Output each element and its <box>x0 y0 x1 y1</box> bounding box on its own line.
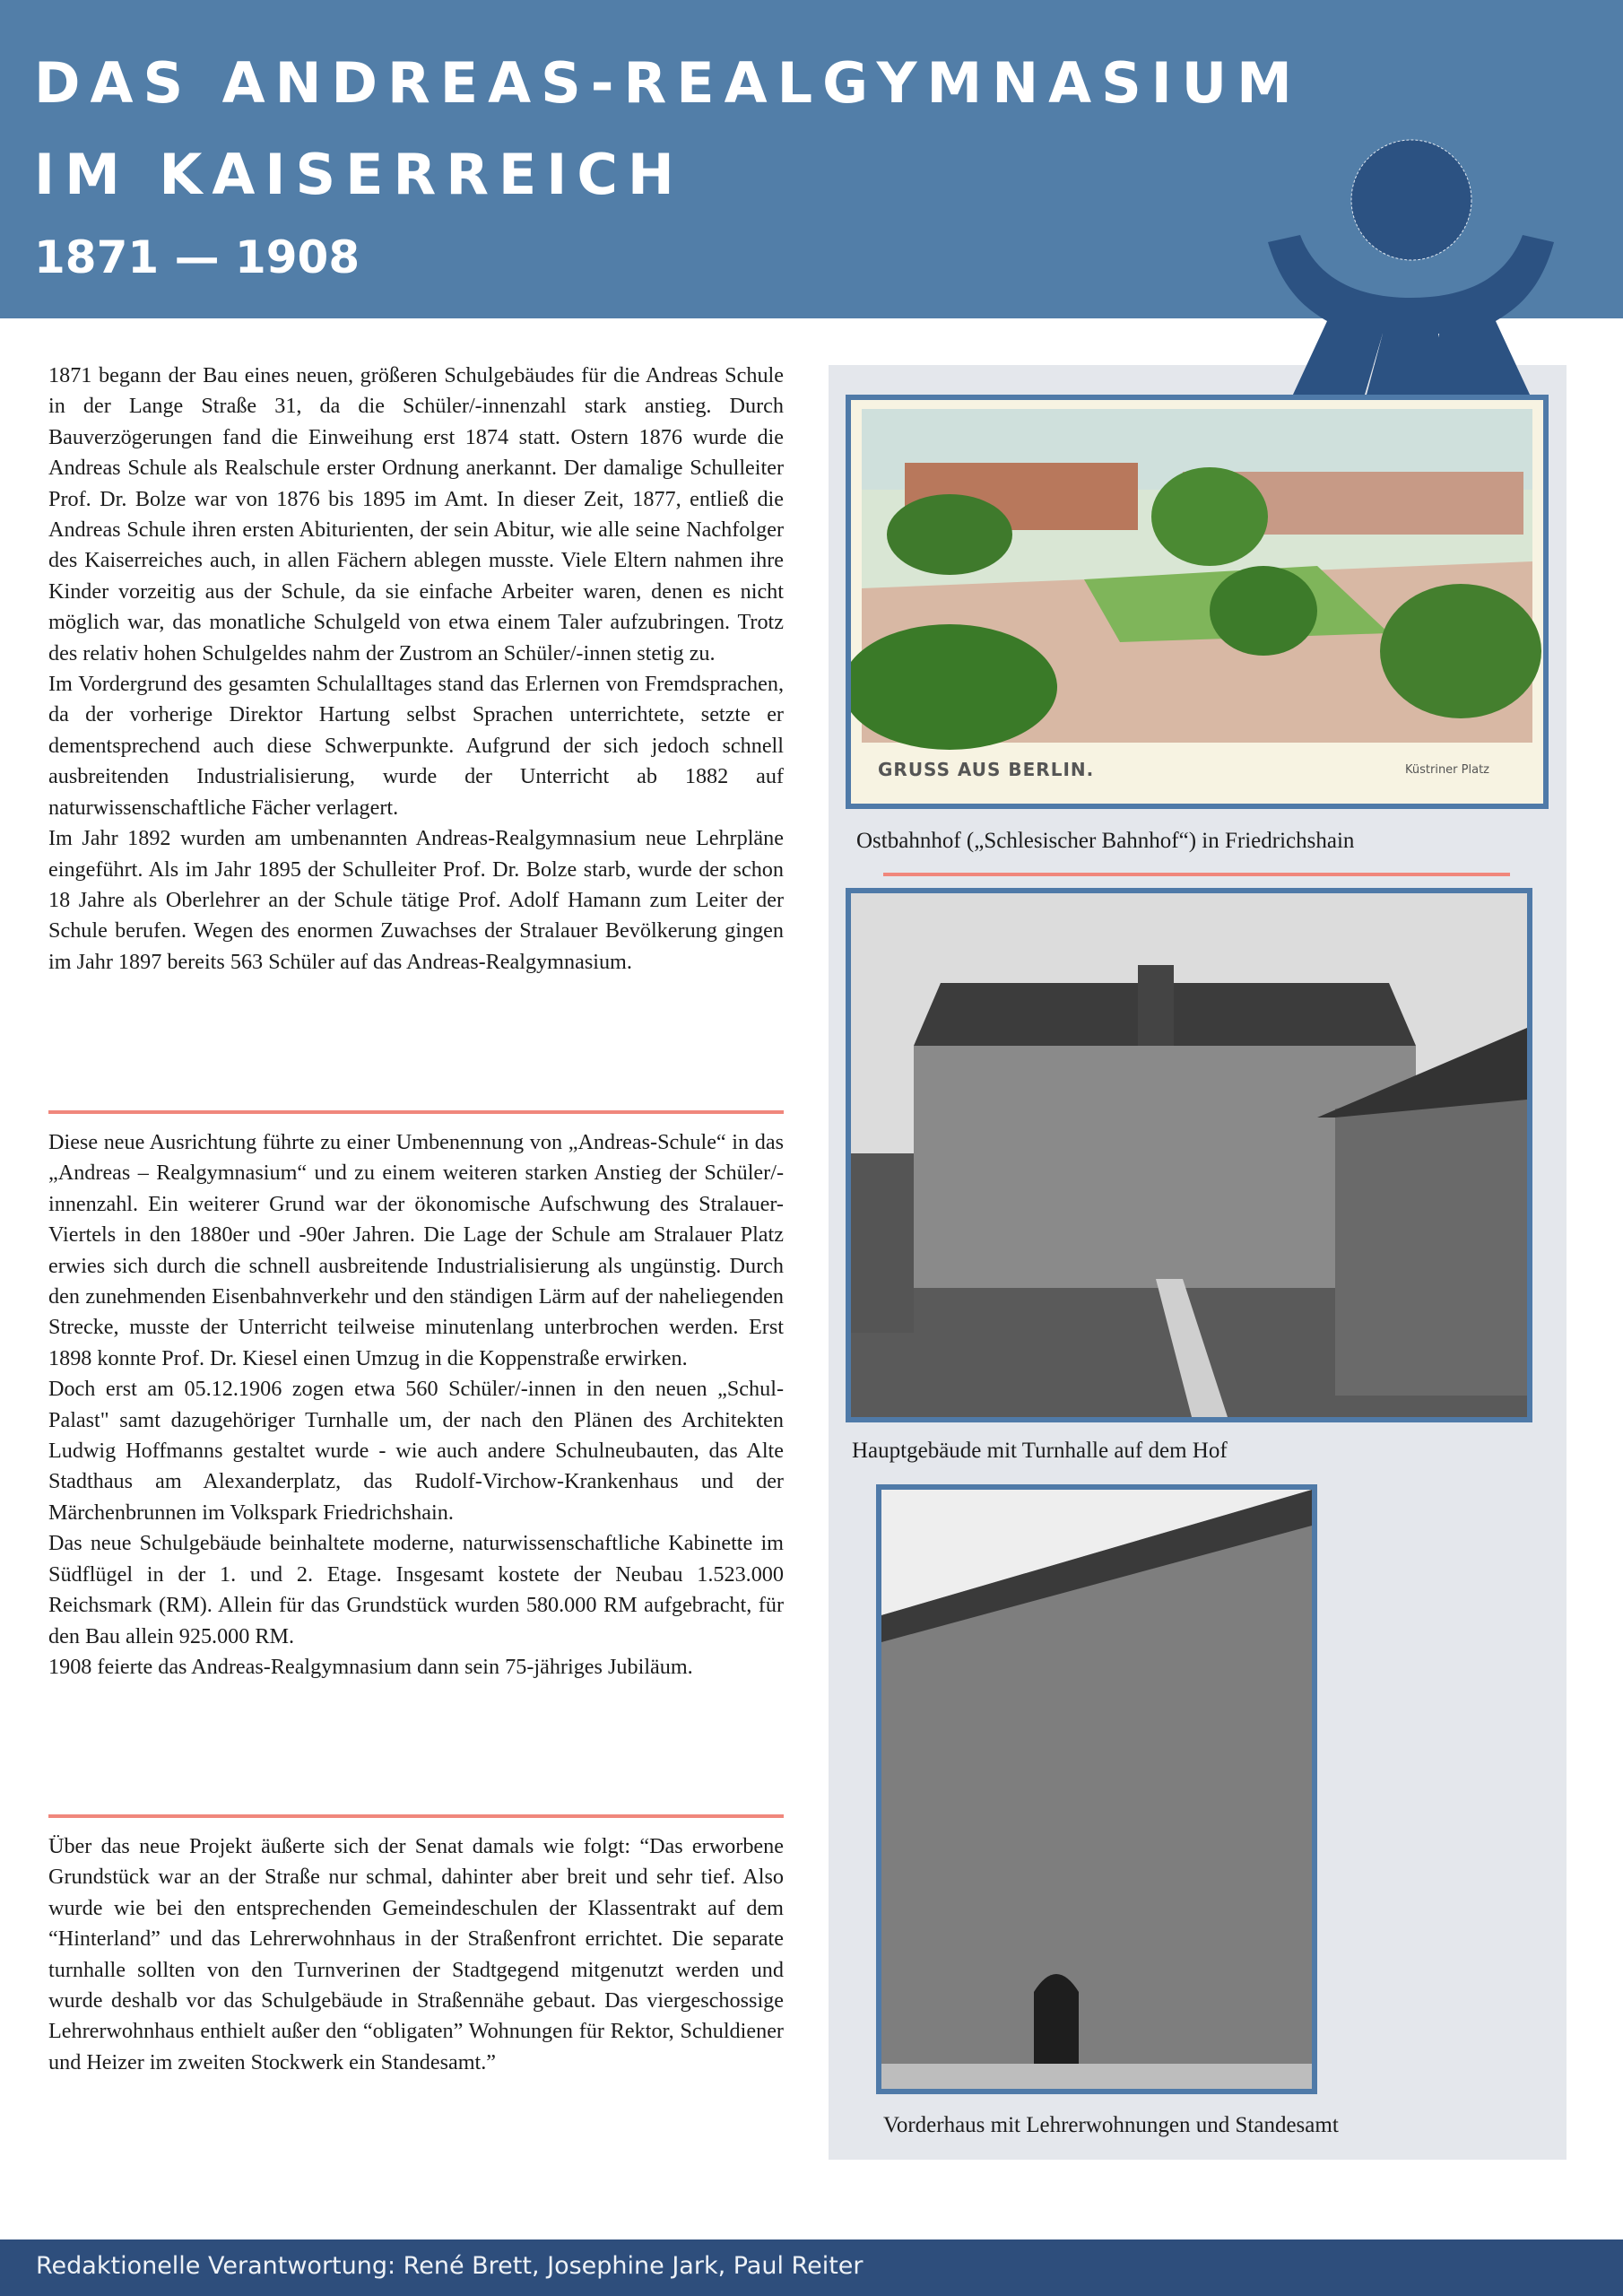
paragraph: Über das neue Projekt äußerte sich der Senat damals wie folgt: “Das erworbene Grundstück war an der Straße nur schmal, dahinter aber breit und sehr tief. Also wurde wie bei den entsprechenden Gemeindeschulen der Klassentrakt auf dem “Hinterland” und das Lehrerwohnhaus in der Straßenfront errichtet. Die separate turnhalle sollten von den Turnverinen der Stadtgegend mitgenutzt werden und wurde deshalb vor das Schulgebäude in Straßennähe gebaut. Das viergeschossige Lehrerwohnhaus enthielt außer den “obligaten” Wohnungen für Rektor, Schuldiener und Heizer im zweiten Stockwerk ein Standesamt.” <box>48 1834 784 2074</box>
paragraph: Im Vordergrund des gesamten Schulalltages stand das Erlernen von Fremdsprachen, da der vorherige Direktor Hartung selbst Sprachen unterrichtete, setzte er dementsprechend auch diese Schwerpunkte. Aufgrund der sich jedoch schnell ausbreitenden Industrialisierung, wurde der Unterricht ab 1882 auf naturwissenschaftliche Fächer verlagert. <box>48 672 784 820</box>
text-section-1 <box>48 361 784 978</box>
page-subtitle-years: 1871 — 1908 <box>34 231 360 283</box>
postcard-place: Küstriner Platz <box>1405 763 1489 777</box>
image-caption: Vorderhaus mit Lehrerwohnungen und Standesamt <box>883 2113 1339 2137</box>
image-caption: Hauptgebäude mit Turnhalle auf dem Hof <box>852 1439 1228 1463</box>
section-divider <box>48 1110 784 1114</box>
paragraph: Diese neue Ausrichtung führte zu einer Umbenennung von „Andreas-Schule“ in das „Andreas – Realgymnasium“ und zu einem weiteren starken Anstieg der Schüler/-innenzahl. Ein weiterer Grund war der ökonomische Aufschwung des Stralauer-Viertels in den 1880er und -90er Jahren. Die Lage der Schule am Stralauer Platz erwies sich durch die schnell ausbreitende Industrialisierung als ungünstig. Durch den zunehmenden Eisenbahnverkehr und den ständigen Lärm auf der naheliegenden Strecke, musste der Unterricht teilweise minutenlang unterbrochen werden. Erst 1898 konnte Prof. Dr. Kiesel einen Umzug in die Koppenstraße erwirken. <box>48 1130 784 1370</box>
caption-divider <box>883 873 1510 876</box>
postcard-greeting: GRUSS AUS BERLIN. <box>878 759 1095 780</box>
photo-front-house <box>876 1484 1317 2094</box>
paragraph: Das neue Schulgebäude beinhaltete moderne, naturwissenschaftliche Kabinette im Südflügel in der 1. und 2. Etage. Insgesamt kostete der Neubau 1.523.000 Reichsmark (RM). Allein für das Grundstück wurden 580.000 RM aufgebracht, für den Bau allein 925.000 RM. <box>48 1531 784 1648</box>
footer-bar <box>0 2239 1623 2296</box>
page-title: DAS ANDREAS-REALGYMNASIUM IM KAISERREICH <box>34 50 1302 207</box>
front-house-photo <box>881 1490 1312 2089</box>
section-divider <box>48 1814 784 1818</box>
text-section-3-quote <box>48 1831 784 2078</box>
paragraph: Im Jahr 1892 wurden am umbenannten Andreas-Realgymnasium neue Lehrpläne eingeführt. Als im Jahr 1895 der Schulleiter Prof. Dr. Bolze starb, wurde der schon 18 Jahre als Oberlehrer an der Schule tätige Prof. Adolf Hamann zum Leiter der Schule berufen. Wegen des enormen Zuwachses der Stralauer Bevölkerung gingen im Jahr 1897 bereits 563 Schüler auf das Andreas-Realgymnasium. <box>48 826 784 974</box>
paragraph: Doch erst am 05.12.1906 zogen etwa 560 Schüler/-innen in den neuen „Schul-Palast" samt dazugehöriger Turnhalle um, der nach den Plänen des Architekten Ludwig Hoffmanns gestaltet wurde - wie auch andere Schulneubauten, das Alte Stadthaus am Alexanderplatz, das Rudolf-Virchow-Krankenhaus und der Märchenbrunnen im Volkspark Friedrichshain. <box>48 1377 784 1525</box>
text-section-2 <box>48 1127 784 1683</box>
postcard-illustration <box>851 400 1543 804</box>
editorial-credits: Redaktionelle Verantwortung: René Brett, Josephine Jark, Paul Reiter <box>36 2252 864 2280</box>
postcard-image-ostbahnhof <box>846 395 1549 809</box>
paragraph: 1871 begann der Bau eines neuen, größeren Schulgebäudes für die Andreas Schule in der Lange Straße 31, da die Schüler/-innenzahl stark anstieg. Durch Bauverzögerungen fand die Einweihung erst 1874 statt. Ostern 1876 wurde die Andreas Schule als Realschule erster Ordnung anerkannt. Der damalige Schulleiter Prof. Dr. Bolze war von 1876 bis 1895 im Amt. In dieser Zeit, 1877, entließ die Andreas Schule ihren ersten Abiturienten, der sein Abitur, wie alle seine Nachfolger des Kaiserreiches auch, in allen Fächern ablegen musste. Viele Eltern nahmen ihre Kinder vorzeitig aus der Schule, da sie einfache Arbeiter waren, denen es nicht möglich war, das monatliche Schulgeld von etwa einem Taler aufzubringen. Trotz des relativ hohen Schulgeldes nahm der Zustrom an Schüler/-innen stetig zu. <box>48 363 784 665</box>
paragraph: 1908 feierte das Andreas-Realgymnasium dann sein 75-jähriges Jubiläum. <box>48 1654 693 1679</box>
photo-main-building <box>846 888 1532 1422</box>
main-building-photo <box>851 893 1527 1417</box>
image-caption: Ostbahnhof („Schlesischer Bahnhof“) in Friedrichshain <box>856 829 1355 853</box>
